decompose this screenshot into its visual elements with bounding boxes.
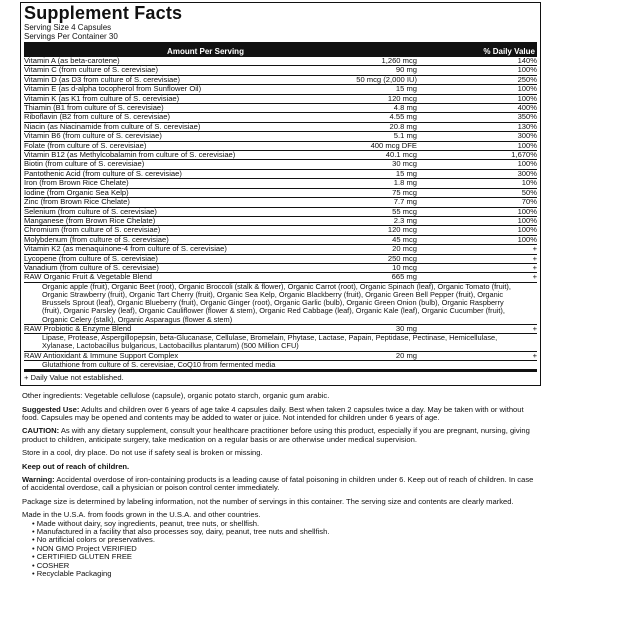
nutrient-name: Vitamin K2 (as menaquinone-4 from culture of S. cerevisiae) (24, 244, 227, 254)
nutrient-amount: 4.8 mg (393, 103, 417, 113)
claims-list (22, 520, 539, 579)
nutrient-name: Niacin (as Niacinamide from culture of S. cerevisiae) (24, 121, 201, 131)
storage: Store in a cool, dry place. Do not use if safety seal is broken or missing. (22, 448, 263, 458)
nutrient-dv: + (532, 323, 537, 333)
amount-header: Amount Per Serving (167, 47, 244, 56)
panel-title: Supplement Facts (24, 3, 183, 23)
nutrient-name: Folate (from culture of S. cerevisiae) (24, 140, 147, 150)
claim-item: • NON GMO Project VERIFIED (32, 543, 137, 553)
nutrient-name: Iron (from Brown Rice Chelate) (24, 178, 129, 188)
made-in: Made in the U.S.A. from foods grown in the U.S.A. and other countries. (22, 510, 261, 520)
nutrient-amount: 665 mg (391, 272, 417, 282)
nutrient-name: Vitamin D (as D3 from culture of S. cerevisiae) (24, 74, 181, 84)
servings-per-container: Servings Per Container 30 (24, 32, 118, 41)
nutrient-amount: 5.1 mg (393, 131, 417, 141)
nutrient-name: Lycopene (from culture of S. cerevisiae) (24, 253, 158, 263)
nutrient-name: Vitamin A (as beta-carotene) (24, 56, 120, 65)
nutrient-dv: 100% (517, 225, 537, 235)
nutrient-amount: 10 mcg (392, 262, 417, 272)
nutrient-dv: + (532, 253, 537, 263)
nutrient-name: RAW Antioxidant & Immune Support Complex (24, 350, 179, 360)
nutrient-amount: 400 mcg DFE (370, 140, 417, 150)
antioxidant-blend-ingredients: Glutathione from culture of S. cerevisiae, CoQ10 from fermented media (42, 359, 276, 369)
fruit-blend-ingredients: Organic apple (fruit), Organic Beet (root), Organic Broccoli (stalk & flower), Organic Carrot (root), Organic Spinach (leaf), Organic Tomato (fruit), Organic Strawberry (fruit), Organic Tart Cherry (fruit), Organic Sea Kelp, Organic Blackberry (fruit), Organic Green Bell Pepper (fruit), Organic Brussels Sprout (leaf), Organic Blueberry (fruit), Organic Ginger (root), Organic Garlic (bulb), Organic Green Onion (bulb), Organic Raspberry (fruit), Organic Parsley (leaf), Organic Cauliflower (flower & stem), Organic Red Cabbage (leaf), Organic Kale (leaf), Organic Cucumber (fruit), Organic Celery (stalk), Organic Asparagus (flower & stem) (24, 283, 537, 325)
nutrient-dv: 350% (517, 112, 537, 122)
nutrient-amount: 20 mg (395, 350, 417, 360)
nutrient-dv: 300% (517, 131, 537, 141)
nutrient-name: Manganese (from Brown Rice Chelate) (24, 215, 156, 225)
supplement-facts-panel (20, 2, 541, 386)
suggested-use (22, 406, 539, 423)
nutrient-name: RAW Organic Fruit & Vegetable Blend (24, 272, 153, 282)
nutrient-name: Iodine (from Organic Sea Kelp) (24, 187, 129, 197)
nutrient-dv: 130% (517, 121, 537, 131)
nutrient-amount: 1.8 mg (393, 178, 417, 188)
nutrient-dv: 300% (517, 168, 537, 178)
suggested-use-label: Suggested Use: (22, 404, 80, 414)
claim-item: • CERTIFIED GLUTEN FREE (32, 552, 132, 562)
other-ingredients: Other ingredients: Vegetable cellulose (capsule), organic potato starch, organic gum arabic. (22, 391, 330, 401)
claim-item: • Manufactured in a facility that also processes soy, dairy, peanut, tree nuts and shellfish. (32, 527, 330, 537)
nutrient-name: Vitamin B6 (from culture of S. cerevisiae) (24, 131, 162, 141)
nutrient-amount: 50 mcg (2,000 IU) (356, 74, 417, 84)
nutrient-name: Vanadium (from culture of S. cerevisiae) (24, 262, 159, 272)
nutrient-dv: 100% (517, 234, 537, 244)
nutrient-dv: 100% (517, 65, 537, 75)
nutrient-name: Selenium (from culture of S. cerevisiae) (24, 206, 157, 216)
nutrient-dv: + (532, 244, 537, 254)
nutrient-amount: 40.1 mcg (385, 150, 417, 160)
nutrient-dv: 400% (517, 103, 537, 113)
nutrient-dv: 50% (521, 187, 537, 197)
nutrient-amount: 45 mcg (392, 234, 417, 244)
nutrient-amount: 75 mcg (392, 187, 417, 197)
nutrient-name: Thiamin (B1 from culture of S. cerevisiae) (24, 103, 164, 113)
nutrient-dv: 100% (517, 140, 537, 150)
nutrient-name: Molybdenum (from culture of S. cerevisiae) (24, 234, 169, 244)
warning-text: Accidental overdose of iron-containing products is a leading cause of fatal poisoning in children under 6. Keep out of reach of children. In case of accidental overdose, call a physician or poison control center immediately. (22, 475, 534, 493)
caution-text: As with any dietary supplement, consult your healthcare practitioner before using this product, especially if you are pregnant, nursing, giving product to children, anticipate surgery, take medication on a regular basis or are otherwise under medical supervision. (22, 426, 530, 444)
label-text-block (20, 392, 541, 578)
nutrient-dv: 100% (517, 206, 537, 216)
nutrient-amount: 120 mcg (387, 225, 417, 235)
nutrient-amount: 7.7 mg (393, 197, 417, 207)
package-size: Package size is determined by labeling information, not the number of servings in this container. The serving size and contents are clearly marked. (22, 496, 514, 506)
nutrient-dv: 100% (517, 159, 537, 169)
claim-item: • No artificial colors or preservatives. (32, 535, 155, 545)
suggested-use-text: Adults and children over 6 years of age take 4 capsules daily. Best when taken 2 capsules twice a day. May be taken with or without food. Capsules may be opened and contents may be added to water or juice. Not intended for children under 6 years of age. (22, 404, 524, 422)
nutrient-dv: 70% (521, 197, 537, 207)
nutrient-dv: + (532, 272, 537, 282)
nutrient-name: Vitamin E (as d-alpha tocopherol from Sunflower Oil) (24, 84, 202, 94)
dv-header: % Daily Value (483, 47, 535, 56)
nutrient-amount: 20 mcg (392, 244, 417, 254)
nutrient-name: Riboflavin (B2 from culture of S. cerevisiae) (24, 112, 171, 122)
nutrient-dv: 1,670% (511, 150, 537, 160)
caution (22, 427, 539, 444)
nutrient-dv: 250% (517, 74, 537, 84)
keep-out-of-reach: Keep out of reach of children. (22, 461, 130, 471)
nutrient-dv: 100% (517, 84, 537, 94)
serving-size: Serving Size 4 Capsules (24, 23, 112, 32)
nutrient-name: Vitamin B12 (as Methylcobalamin from culture of S. cerevisiae) (24, 150, 236, 160)
nutrient-name: Vitamin K (as K1 from culture of S. cerevisiae) (24, 93, 180, 103)
nutrient-name: Biotin (from culture of S. cerevisiae) (24, 159, 145, 169)
nutrient-amount: 30 mg (395, 323, 417, 333)
caution-label: CAUTION: (22, 426, 60, 436)
nutrient-amount: 4.55 mg (389, 112, 417, 122)
nutrient-name: Chromium (from culture of S. cerevisiae) (24, 225, 161, 235)
supplement-label (20, 2, 541, 579)
nutrient-amount: 55 mcg (392, 206, 417, 216)
claim-item: • Recyclable Packaging (32, 569, 112, 579)
nutrient-dv: 10% (521, 178, 537, 188)
nutrient-name: RAW Probiotic & Enzyme Blend (24, 323, 132, 333)
nutrient-dv: 140% (517, 56, 537, 65)
nutrient-amount: 90 mg (395, 65, 417, 75)
nutrient-amount: 20.8 mg (389, 121, 417, 131)
nutrient-amount: 30 mcg (392, 159, 417, 169)
nutrient-name: Vitamin C (from culture of S. cerevisiae) (24, 65, 159, 75)
dv-footnote: + Daily Value not established. (24, 369, 537, 383)
nutrient-dv: + (532, 350, 537, 360)
nutrient-rows (24, 57, 537, 283)
nutrient-dv: 100% (517, 93, 537, 103)
nutrient-dv: 100% (517, 215, 537, 225)
nutrient-amount: 2.3 mg (393, 215, 417, 225)
nutrient-name: Zinc (from Brown Rice Chelate) (24, 197, 130, 207)
nutrient-amount: 250 mcg (387, 253, 417, 263)
nutrient-amount: 120 mcg (387, 93, 417, 103)
probiotic-blend-ingredients: Lipase, Protease, Aspergillopepsin, beta-Glucanase, Cellulase, Bromelain, Phytase, Lactase, Papain, Peptidase, Pectinase, Hemicellulase, Xylanase, Lactobacillus bulgaricus, Lactobacillus plantarum) (500 Million CFU) (24, 334, 537, 351)
nutrient-dv: + (532, 262, 537, 272)
warning (22, 476, 539, 493)
nutrient-amount: 15 mg (395, 168, 417, 178)
warning-label: Warning: (22, 475, 55, 485)
nutrient-amount: 15 mg (395, 84, 417, 94)
nutrient-amount: 1,260 mcg (381, 56, 417, 65)
nutrient-name: Pantothenic Acid (from culture of S. cerevisiae) (24, 168, 182, 178)
claim-item: • COSHER (32, 560, 70, 570)
claim-item: • Made without dairy, soy ingredients, peanut, tree nuts, or shellfish. (32, 518, 260, 528)
